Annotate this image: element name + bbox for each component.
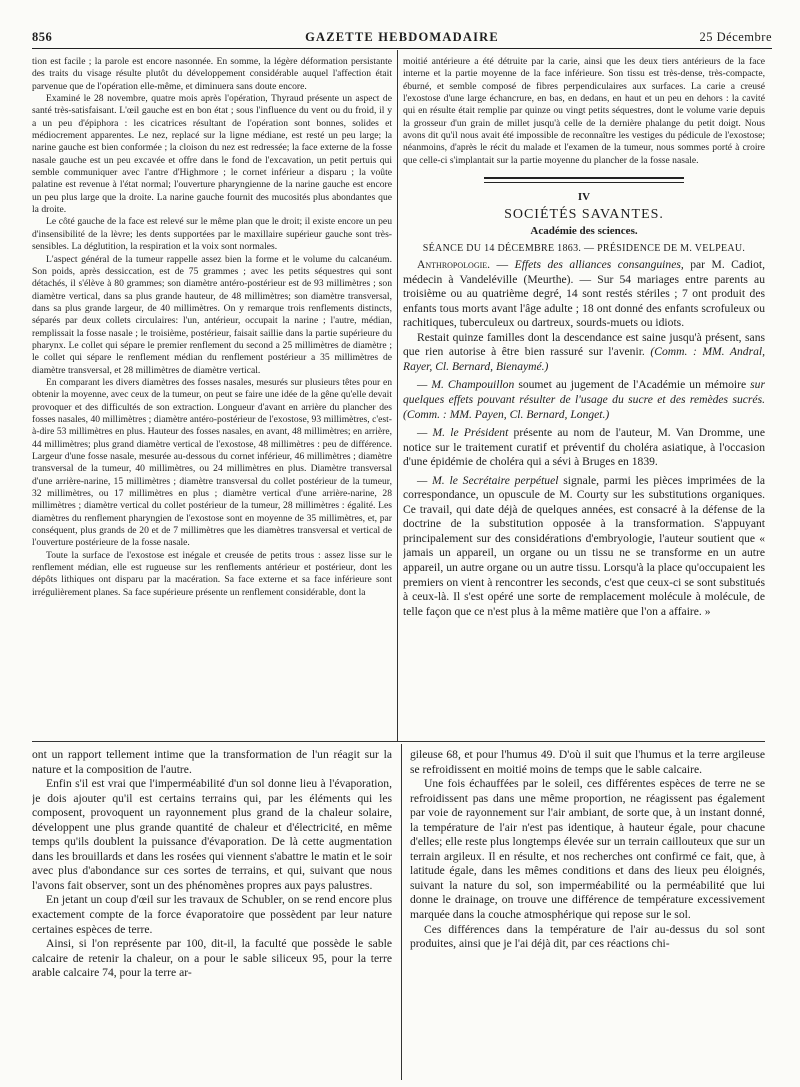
column-top-left <box>32 56 392 736</box>
column-divider-bottom <box>401 744 402 1080</box>
paragraph: L'aspect général de la tumeur rappelle assez bien la forme et le volume du calcanéum. Son poids, après dessiccation, est de 75 grammes ; avec les petits séquestres qui sont détachés, il s'élève à 80 grammes; son diamètre antéro-postérieur est de 93 millimètres ; son diamètre vertical, dans sa plus grande hauteur, de 48 millimètres; son diamètre transversal, dans sa plus grande largeur, de 40 millimètres. On y remarque trois renflements distincts, séparés par deux collets circulaires: l'un, antérieur, occupait la narine ; l'autre, médian, remplissait la fosse nasale ; le troisième, postérieur, faisait saillie dans la partie supérieure du pharynx. Le collet qui sépare le premier renflement du second a 25 millimètres de diamètre ; le collet qui sépare le renflement médian du renflement postérieur a 35 millimètres de diamètre transversal, et 28 millimètres de diamètre vertical. <box>32 253 392 376</box>
paragraph: ont un rapport tellement intime que la transformation de l'un réagit sur la nature et la composition de l'autre. <box>32 748 392 776</box>
paragraph: moitié antérieure a été détruite par la carie, ainsi que les deux tiers antérieurs de la face interne et la partie moyenne de la face inférieure. Son tissu est très-dense, très-compacte, éburné, et semble composé de fibres perpendiculaires aux surfaces. La carie a creusé l'exostose d'une large échancrure, en bas, en dedans, en haut et un peu en dehors : la cavité qui en résulte était remplie par quinze ou vingt petits séquestres, dont le volume varie depuis la grosseur d'un grain de millet jusqu'à celle de la dernière phalange du petit doigt. Nous avons dit qu'il nous avait été impossible de reconnaître les vestiges du pédicule de l'exostose; néanmoins, d'après le récit du malade et l'examen de la tumeur, nous sommes porté à croire que celle-ci s'implantait sur la partie moyenne du plancher de la fosse nasale. <box>403 56 765 166</box>
article-title: Effets des alliances consanguines, <box>514 258 684 272</box>
section-title: SOCIÉTÉS SAVANTES. <box>504 207 664 223</box>
paragraph: Ainsi, si l'on représente par 100, dit-il, la faculté que possède le sable calcaire de retenir la chaleur, on a pour le sable siliceux 95, pour la terre arable calcaire 74, pour la terre ar- <box>32 937 392 980</box>
article-lead: — M. le Secrétaire perpétuel <box>417 473 559 487</box>
academy-heading: Académie des sciences. <box>530 225 638 238</box>
paragraph: Une fois échauffées par le soleil, ces différentes espèces de terre ne se refroidissent pas dans une même proportion, ne réagissent pas également par voie de rayonnement sur l'air ambiant, de sorte que, à un instant donné, la température de l'air n'est pas identique, à hauteur égale, pour chacune d'elles; elle reste plus longtemps élevée sur un terrain caillouteux que sur un terrain argileux. Il en résulte, et nos recherches ont confirmé ce fait, que, à latitude égale, dans les mêmes conditions et dans des lieux peu éloignés, suivant la nature du sol, son imperméabilité ou la perméabilité que lui donne le drainage, on trouve une différence de température excessivement marquée dans la couche atmosphérique qui repose sur le sol. <box>410 777 765 922</box>
article-lead: — M. Champouillon <box>417 378 515 392</box>
article-lead: — M. le Président <box>417 426 509 440</box>
article-text: par M. Cadiot, médecin à Vandeléville (Meurthe). — Sur 54 mariages entre parents au troisième ou au quatrième degré, 14 sont restés stériles ; 7 ont produit des enfants tous morts avant l'âge adulte ; 18 ont donné des enfants scrofuleux ou rachitiques, tuberculeux ou dartreux, sourds-muets ou idiots. <box>403 258 765 330</box>
column-top-right <box>403 56 765 736</box>
article-anthropologie: Anthropologie. — Effets des alliances consanguines, par M. Cadiot, médecin à Vandeléville (Meurthe). — Sur 54 mariages entre parents au troisième ou au quatrième degré, 14 sont restés stériles ; 7 ont produit des enfants tous morts avant l'âge adulte ; 18 ont donné des enfants scrofuleux ou rachitiques, tuberculeux ou dartreux, sourds-muets ou idiots. <box>403 258 765 330</box>
article-president <box>403 426 765 470</box>
paragraph: En jetant un coup d'œil sur les travaux de Schubler, on se rend encore plus exactement compte de la force évaporatoire que possèdent par leur nature certaines espèces de terre. <box>32 893 392 936</box>
column-divider-top <box>397 50 398 742</box>
article-continuation <box>403 331 765 375</box>
paragraph: Le côté gauche de la face est relevé sur le même plan que le droit; il existe encore un peu d'insensibilité de la lèvre; les dents supportées par le maxillaire supérieur gauche sont très-sensibles. La déglutition, la respiration et la voix sont normales. <box>32 216 392 253</box>
column-bottom-left <box>32 748 392 1078</box>
paragraph: gileuse 68, et pour l'humus 49. D'où il suit que l'humus et la terre argileuse se refroidissent en moitié moins de temps que le sable calcaire. <box>410 748 765 776</box>
paragraph: Enfin s'il est vrai que l'imperméabilité d'un sol donne lieu à l'évaporation, je dois ajouter qu'il est certains terrains qui, par les éléments qui les composent, provoquent un rayonnement plus grand de la chaleur solaire, développent une plus grande quantité de chaleur et d'électricité, en même temps qu'ils doublent la puissance d'évaporation. De là cette augmentation dans les brouillards et dans les rosées qui viennent s'abattre le matin et le soir avec plus d'abondance sur ces sortes de terrains, et qui, suivant que nous l'avons fait observer, sont un des phénomènes propres aux pays palustres. <box>32 777 392 892</box>
section-number: IV <box>577 191 591 204</box>
session-line: SÉANCE DU 14 DÉCEMBRE 1863. — PRÉSIDENCE DE M. VELPEAU. <box>422 243 746 255</box>
article-text: Restait quinze familles dont la descendance est saine jusqu'à présent, sans que rien autorise à être bien rassuré sur l'avenir. <box>403 330 765 359</box>
commission-note: (Comm. : MM. Payen, Cl. Bernard, Longet.) <box>403 407 610 421</box>
paragraph: En comparant les divers diamètres des fosses nasales, mesurés sur plusieurs têtes pour en obtenir la moyenne, avec ceux de la tumeur, on peut se faire une idée de la gêne qu'elle devait provoquer et des difficultés de son extraction. Longueur d'avant en arrière du plancher des fosses nasales, 40 millimètres ; diamètre antéro-postérieur de l'exostose, 93 millimètres, c'est-à-dire 53 millimètres en plus. Hauteur des fosses nasales, en avant, 48 millimètres; en arrière, 44 millimètres; plus grand diamètre vertical de l'exostose, 48 millimètres : peu de différence. Largeur d'une fosse nasale, mesurée au-dessous du cornet inférieur, 46 millimètres ; diamètre transversal de la tumeur, 40 millimètres, ou 24 millimètres en plus. Diamètre transversal d'une arrière-narine, 15 millimètres ; diamètre transversal du collet postérieur de la tumeur, 32 millimètres, ou 17 millimètres en plus ; diamètre vertical d'une arrière-narine, 28 millimètres ; diamètre vertical du collet postérieur de la tumeur, 28 millimètres : égalité. Les diamètres du renflement pharyngien de l'exostose sont en moyenne de 35 millimètres, et, par conséquent, plus grands de 20 et de 7 millimètres que les diamètres transversal et vertical de l'ouverture postérieure de la fosse nasale. <box>32 376 392 549</box>
page-number: 856 <box>32 30 53 44</box>
paragraph: Toute la surface de l'exostose est inégale et creusée de petits trous : assez lisse sur le renflement médian, elle est rugueuse sur les renflements antérieur et postérieur, dont les dépôts lithiques ont disparu par la macération. Sa face externe et sa face inférieure sont irrégulièrement planes. Sa face supérieure présente un renflement considérable, dont la <box>32 549 392 598</box>
commission-note: (Comm. : MM. Andral, Rayer, Cl. Bernard, Bienaymé.) <box>403 345 765 373</box>
page-header <box>32 26 772 49</box>
horizontal-divider <box>32 741 765 742</box>
article-text: présente au nom de l'auteur, M. Van Dromme, une notice sur le traitement curatif et préventif du choléra asiatique, à l'occasion d'une épidémie de choléra qui a sévi à Bruges en 1839. <box>403 426 765 469</box>
paragraph: Examiné le 28 novembre, quatre mois après l'opération, Thyraud présente un aspect de santé très-satisfaisant. L'œil gauche est en bon état ; sous l'influence du vent ou du froid, il y a un peu d'épiphora : les cicatrices résultant de l'opération sont bonnes, solides et médiocrement apparentes. Le nez, replacé sur la ligne médiane, est resté un peu large; la narine gauche est bien conformée ; la cloison du nez est redressée; la face externe de la fosse nasale gauche est un peu excavée et offre dans le fond de l'excavation, un petit pertuis qui semble communiquer avec l'antre d'Highmore ; le cornet inférieur a disparu ; la voûte palatine est revenue à l'état normal; l'ouverture pharyngienne de la narine gauche est encore un peu plus large que la droite. La narine gauche fournit des mucosités plus abondantes que la droite. <box>32 93 392 216</box>
section-rule <box>484 177 684 183</box>
article-text: soumet au jugement de l'Académie un mémoire <box>518 378 747 392</box>
article-lead: Anthropologie. <box>417 258 491 272</box>
paragraph: Ces différences dans la température de l'air au-dessus du sol sont produites, ainsi que je l'ai déjà dit, par ces réactions chi- <box>410 922 765 951</box>
article-text: signale, parmi les pièces imprimées de la correspondance, un opuscule de M. Courty sur les substitutions organiques. Ce travail, qui date déjà de quelques années, est consacré à la défense de la doctrine de la substitution opposée à la transformation. S'appuyant principalement sur des considérations d'embryologie, l'auteur soutient que « jamais un appareil, un organe ou un tissu ne se transforme en un autre appareil, un autre organe ou un autre tissu. Lorsqu'à la place qu'occupaient les premiers on vient à rencontrer les seconds, c'est que ceux-ci se sont substitués à ceux-là. Il s'est opéré une sorte de remplacement molécule à molécule, de telle façon que ce n'est plus à la même matière que l'on a affaire. » <box>403 473 765 618</box>
article-secretaire <box>403 474 765 619</box>
paragraph: tion est facile ; la parole est encore nasonnée. En somme, la légère déformation persistante des traits du visage résulte plutôt du développement considérable auquel l'affection était parvenue que de l'opération elle-même, et diminuera sans doute encore. <box>32 56 392 92</box>
article-champouillon <box>403 378 765 422</box>
article-title: sur quelques effets pouvant résulter de l'usage du sucre et des remèdes sucrés. <box>403 378 765 407</box>
column-bottom-right <box>410 748 765 1078</box>
journal-title: GAZETTE HEBDOMADAIRE <box>305 30 499 44</box>
issue-date: 25 Décembre <box>699 30 772 44</box>
